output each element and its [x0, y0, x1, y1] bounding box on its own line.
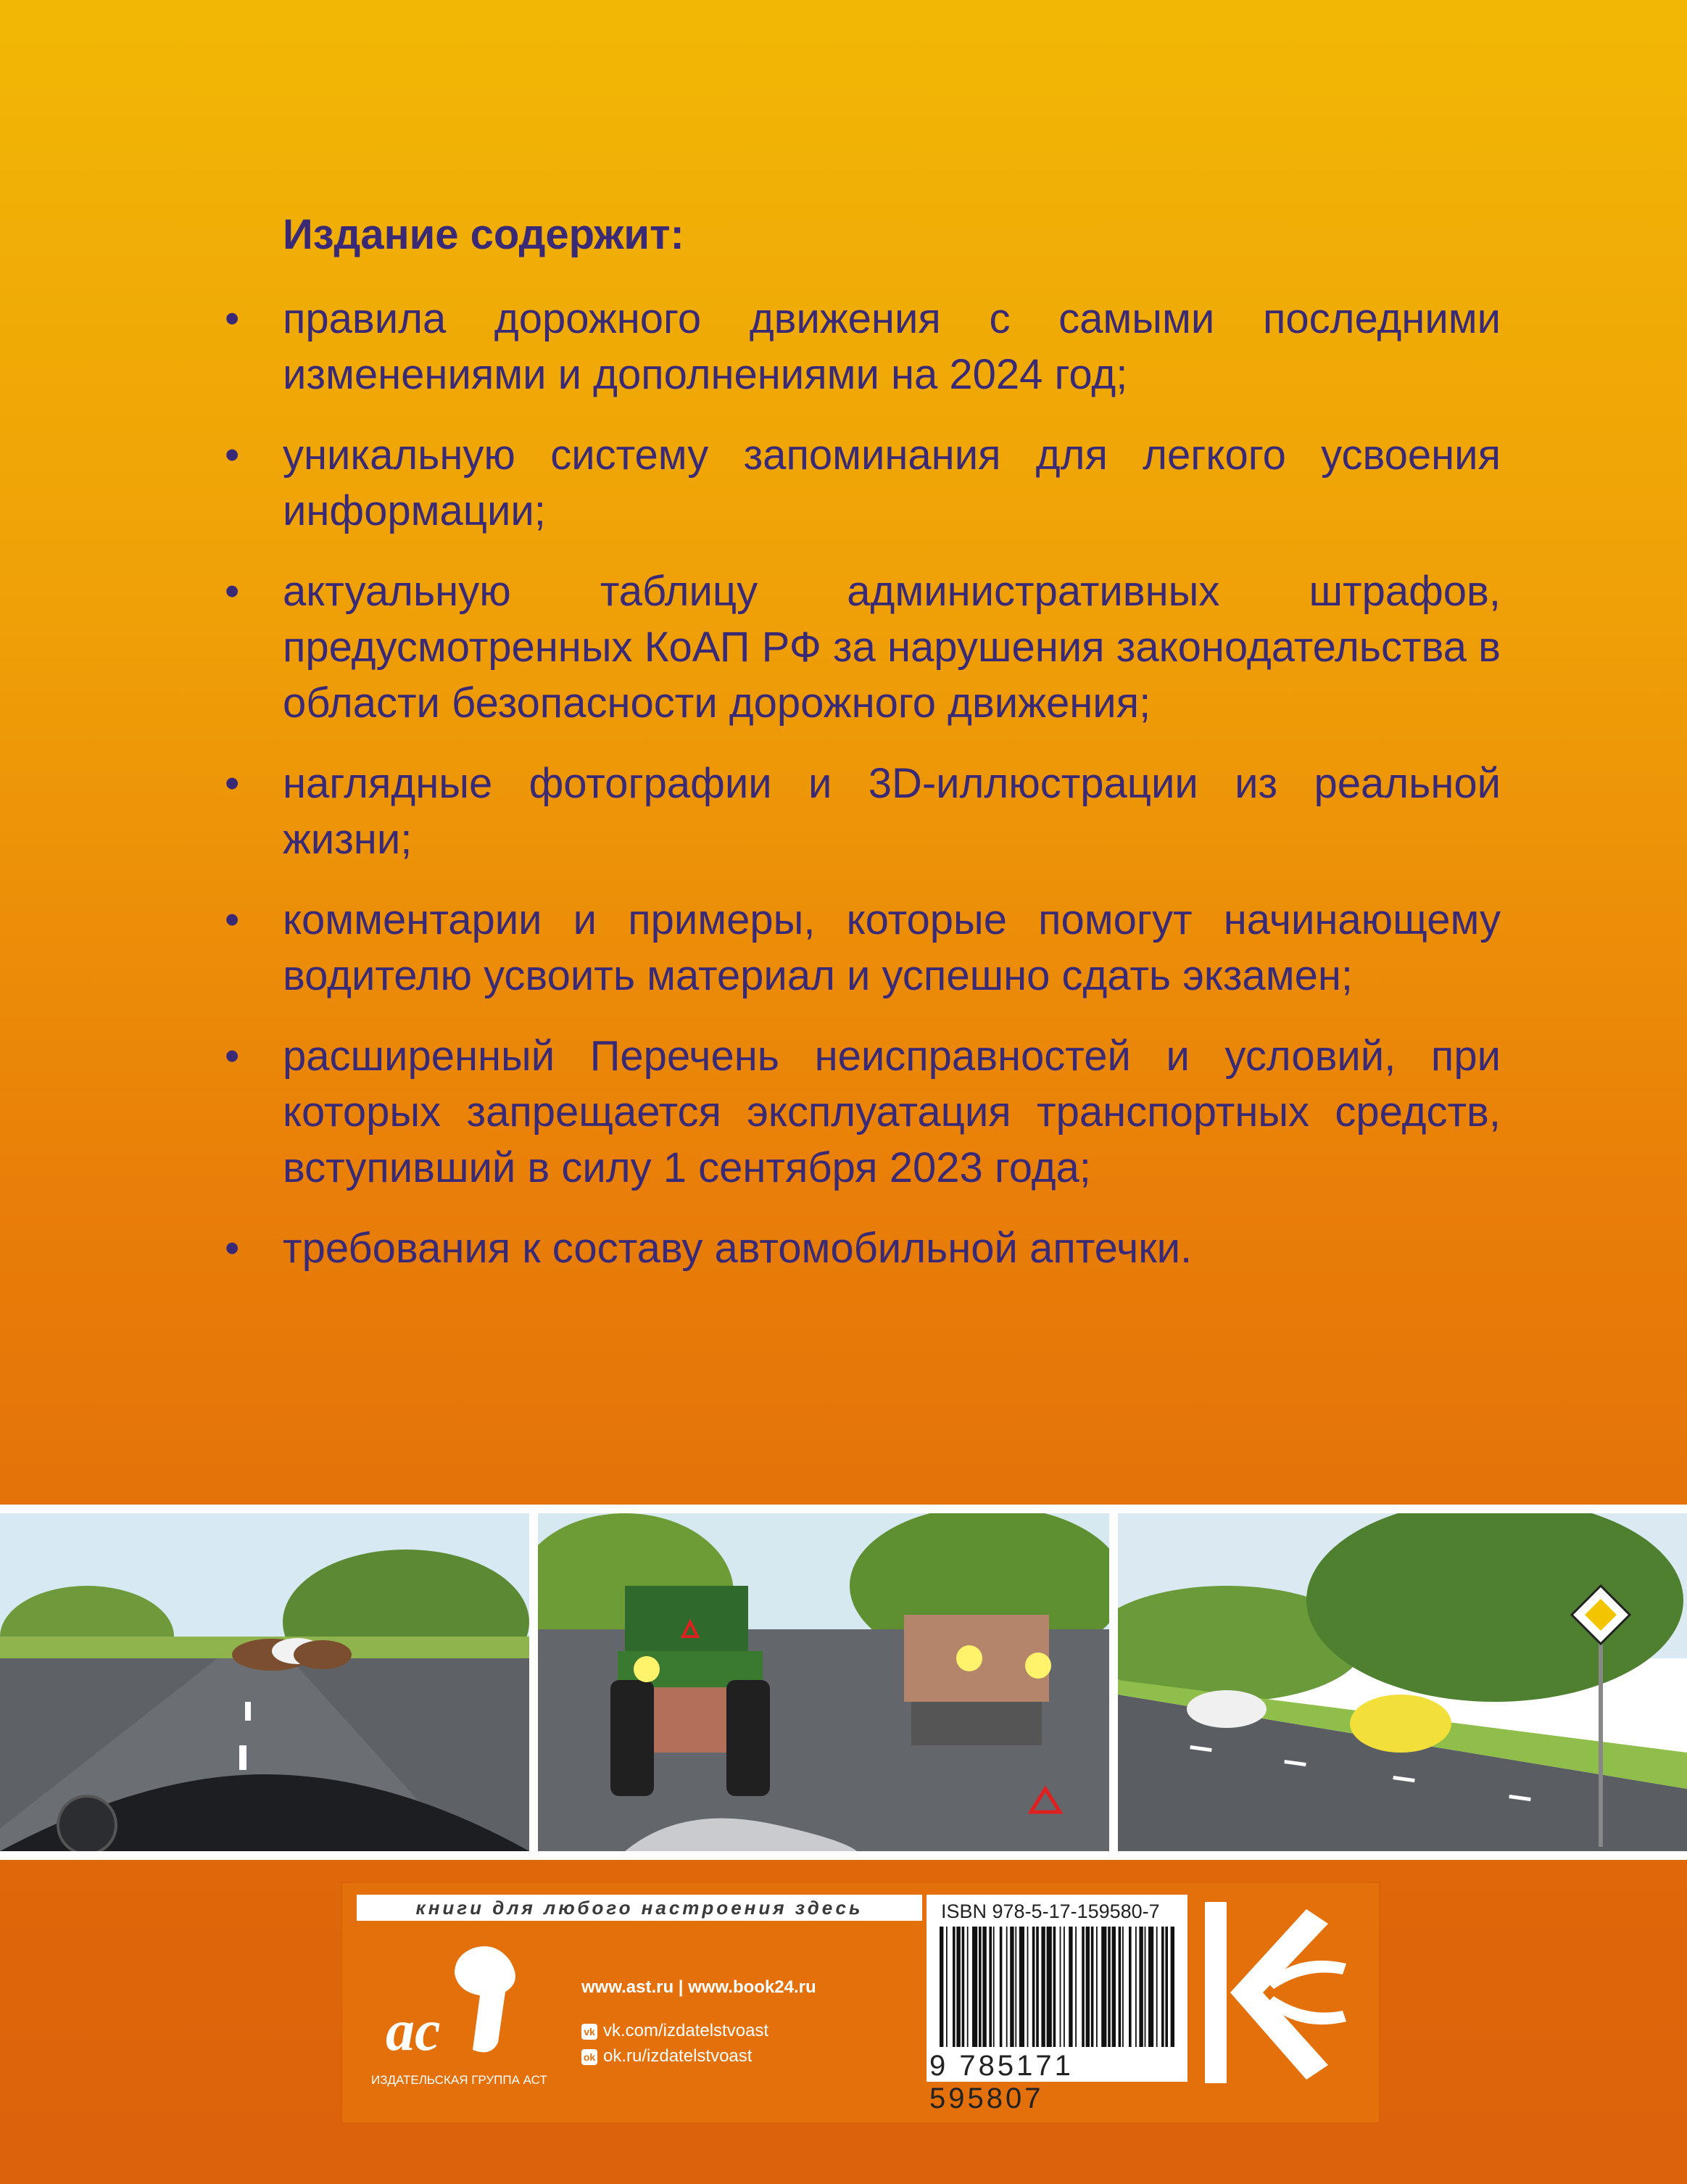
barcode-bar	[1036, 1927, 1039, 2047]
barcode-bar	[1027, 1927, 1029, 2047]
barcode-bar	[1032, 1927, 1035, 2047]
section-heading: Издание содержит:	[283, 211, 684, 258]
publisher-name: ИЗДАТЕЛЬСКАЯ ГРУППА АСТ	[371, 2073, 547, 2087]
barcode	[927, 1895, 1187, 2114]
barcode-bar	[1015, 1927, 1016, 2047]
ok-link[interactable]: ok ok.ru/izdatelstvoast	[581, 2046, 752, 2067]
barcode-bar	[982, 1927, 986, 2047]
barcode-bar	[1064, 1927, 1065, 2047]
list-item: • правила дорожного движения с самыми последними изменениями и дополнениями на 2024 год;	[217, 291, 1501, 402]
bullet-icon: •	[225, 1033, 240, 1080]
barcode-bar	[1161, 1927, 1164, 2047]
ok-icon: ok	[581, 2049, 597, 2065]
barcode-bar	[1019, 1927, 1024, 2047]
barcode-bar	[1101, 1927, 1106, 2047]
barcode-bar	[1139, 1927, 1143, 2047]
barcode-bar	[972, 1927, 977, 2047]
barcode-bar	[946, 1927, 948, 2047]
book-k-logo	[1198, 1895, 1357, 2090]
barcode-bar	[993, 1927, 995, 2047]
barcode-bar	[989, 1927, 992, 2047]
barcode-bar	[1122, 1927, 1124, 2047]
barcode-number: 9 785171 595807	[929, 2050, 1074, 2114]
barcode-bar	[1165, 1927, 1168, 2047]
barcode-bar	[1000, 1927, 1003, 2047]
barcode-bar	[956, 1927, 960, 2047]
vk-icon: vk	[581, 2024, 597, 2040]
barcode-bar	[1069, 1927, 1072, 2047]
website-links[interactable]: www.ast.ru | www.book24.ru	[581, 1977, 816, 1997]
barcode-bar	[1135, 1927, 1137, 2047]
tagline: книги для любого настроения здесь	[357, 1895, 922, 1921]
barcode-bar	[979, 1927, 982, 2047]
list-item: • наглядные фотографии и 3D-иллюстрации из реальной жизни;	[217, 756, 1501, 867]
barcode-bar	[1075, 1927, 1077, 2047]
isbn-text: ISBN 978-5-17-159580-7	[941, 1900, 1160, 1922]
barcode-bar	[1112, 1927, 1116, 2047]
barcode-bar	[1041, 1927, 1045, 2047]
barcode-bar	[953, 1927, 956, 2047]
ast-logo	[371, 1941, 531, 2064]
barcode-bar	[1086, 1927, 1090, 2047]
list-item: • актуальную таблицу административных штрафов, предусмотренных КоАП РФ за нарушения законодательства в области безопасности дорожного движения;	[217, 563, 1501, 731]
barcode-bar	[940, 1927, 943, 2047]
barcode-bar	[967, 1927, 969, 2047]
barcode-bar	[1060, 1927, 1061, 2047]
ast-logo-text: ac	[386, 1999, 441, 2063]
barcode-bar	[1129, 1927, 1132, 2047]
bullet-icon: •	[225, 760, 240, 807]
contents-block	[217, 210, 1501, 1301]
list-item: • требования к составу автомобильной аптечки.	[217, 1220, 1501, 1276]
barcode-bar	[1096, 1927, 1098, 2047]
back-cover-footer	[341, 1882, 1380, 2124]
barcode-bar	[1010, 1927, 1014, 2047]
barcode-bar	[1171, 1927, 1174, 2047]
barcode-bar	[1082, 1927, 1085, 2047]
vk-link[interactable]: vk vk.com/izdatelstvoast	[581, 2021, 768, 2041]
illustration-cows-on-road	[0, 1513, 529, 1851]
barcode-bar	[1156, 1927, 1158, 2047]
bullet-icon: •	[225, 431, 240, 479]
list-item: • расширенный Перечень неисправностей и условий, при которых запрещается эксплуатация транспортных средств, вступивший в силу 1 сентября 2023 года;	[217, 1028, 1501, 1196]
barcode-bar	[1053, 1927, 1056, 2047]
list-item: • комментарии и примеры, которые помогут начинающему водителю усвоить материал и успешно сдать экзамен;	[217, 892, 1501, 1004]
illustration-priority-road	[1118, 1513, 1687, 1851]
barcode-bar	[1047, 1927, 1052, 2047]
illustration-tractor-hazard	[538, 1513, 1109, 1851]
barcode-bar	[1119, 1927, 1122, 2047]
bullet-icon: •	[225, 896, 240, 943]
bullet-icon: •	[225, 568, 240, 615]
illustrations-strip	[0, 1505, 1687, 1860]
barcode-bar	[962, 1927, 965, 2047]
contents-list	[217, 291, 1501, 1276]
barcode-bars	[940, 1927, 1174, 2047]
barcode-bar	[1108, 1927, 1111, 2047]
barcode-bar	[1148, 1927, 1153, 2047]
barcode-bar	[1091, 1927, 1094, 2047]
bullet-icon: •	[225, 295, 240, 342]
bullet-icon: •	[225, 1225, 240, 1272]
barcode-bar	[1145, 1927, 1146, 2047]
list-item: • уникальную систему запоминания для легкого усвоения информации;	[217, 427, 1501, 539]
barcode-bar	[1006, 1927, 1008, 2047]
